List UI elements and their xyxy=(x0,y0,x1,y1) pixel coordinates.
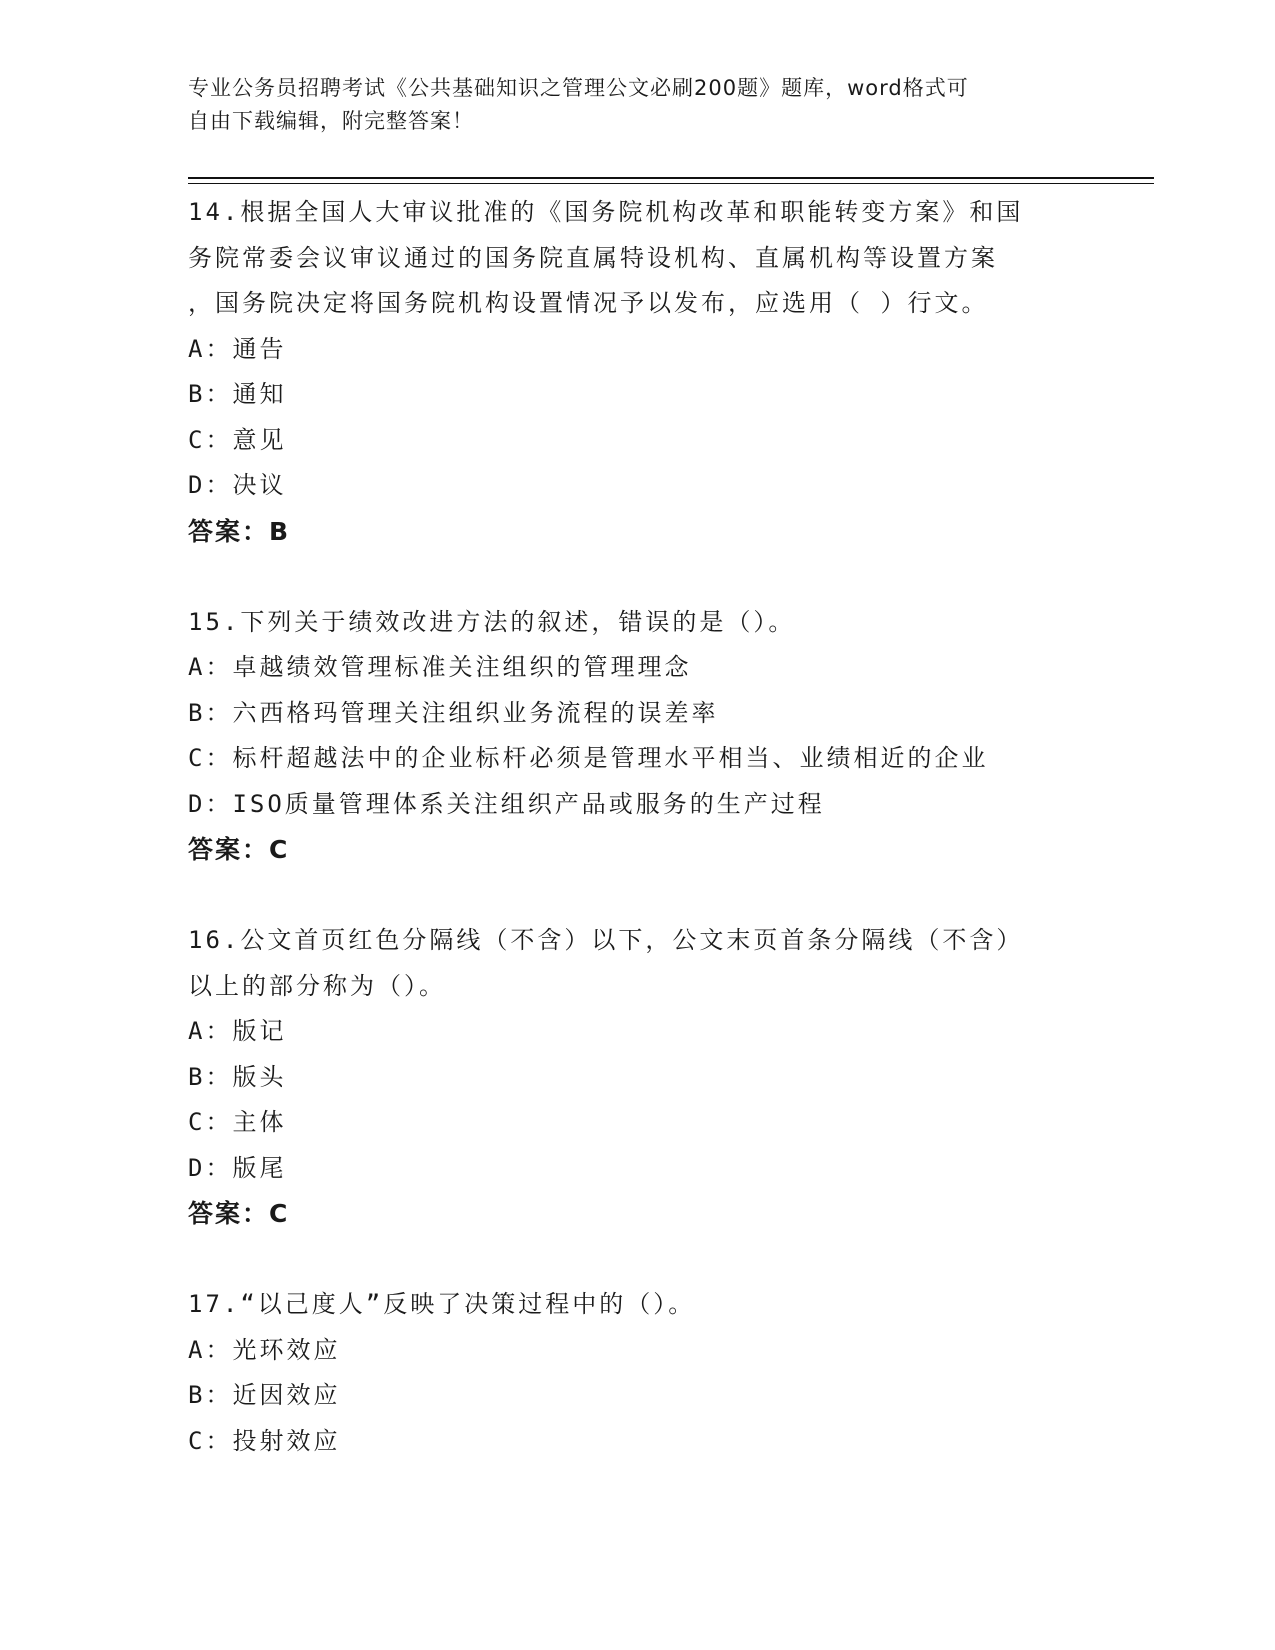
option-a: A：版记 xyxy=(188,1017,287,1045)
question-14 xyxy=(188,190,1148,554)
question-stem: 17.“以己度人”反映了决策过程中的（）。 xyxy=(188,1290,696,1318)
question-16 xyxy=(188,918,1148,1237)
option-b: B：通知 xyxy=(188,380,287,408)
option-d: D：版尾 xyxy=(188,1153,287,1182)
header-divider xyxy=(188,177,1154,179)
option-c: C：标杆超越法中的企业标杆必须是管理水平相当、业绩相近的企业 xyxy=(188,744,989,772)
question-stem: 15.下列关于绩效改进方法的叙述，错误的是（）。 xyxy=(188,607,796,636)
question-stem: 14.根据全国人大审议批准的《国务院机构改革和职能转变方案》和国 xyxy=(188,198,1024,226)
option-c: C：意见 xyxy=(188,425,287,454)
answer-label: 答案：C xyxy=(188,1199,290,1228)
question-list xyxy=(188,190,1148,1510)
option-b: B：版头 xyxy=(188,1062,287,1091)
option-d: D：ISO质量管理体系关注组织产品或服务的生产过程 xyxy=(188,789,825,818)
question-15 xyxy=(188,600,1148,873)
option-b: B：近因效应 xyxy=(188,1381,341,1409)
option-b: B：六西格玛管理关注组织业务流程的误差率 xyxy=(188,698,719,727)
option-c: C：主体 xyxy=(188,1108,287,1136)
question-stem: 务院常委会议审议通过的国务院直属特设机构、直属机构等设置方案 xyxy=(188,243,998,272)
question-17 xyxy=(188,1282,1148,1464)
option-a: A：卓越绩效管理标准关注组织的管理理念 xyxy=(188,653,692,681)
document-header xyxy=(188,72,1068,138)
option-c: C：投射效应 xyxy=(188,1426,341,1455)
header-line-1: 专业公务员招聘考试《公共基础知识之管理公文必刷200题》题库，word格式可 xyxy=(188,76,969,100)
option-a: A：光环效应 xyxy=(188,1335,341,1364)
answer-label: 答案：C xyxy=(188,835,290,864)
header-divider-thin xyxy=(188,183,1154,184)
answer-label: 答案：B xyxy=(188,516,291,546)
question-stem: ，国务院决定将国务院机构设置情况予以发布，应选用（ ）行文。 xyxy=(188,289,989,317)
header-line-2: 自由下载编辑，附完整答案！ xyxy=(188,109,474,133)
option-d: D：决议 xyxy=(188,471,287,499)
question-stem: 16.公文首页红色分隔线（不含）以下，公文末页首条分隔线（不含） xyxy=(188,926,1024,954)
question-stem: 以上的部分称为（）。 xyxy=(188,971,446,1000)
option-a: A：通告 xyxy=(188,334,287,363)
